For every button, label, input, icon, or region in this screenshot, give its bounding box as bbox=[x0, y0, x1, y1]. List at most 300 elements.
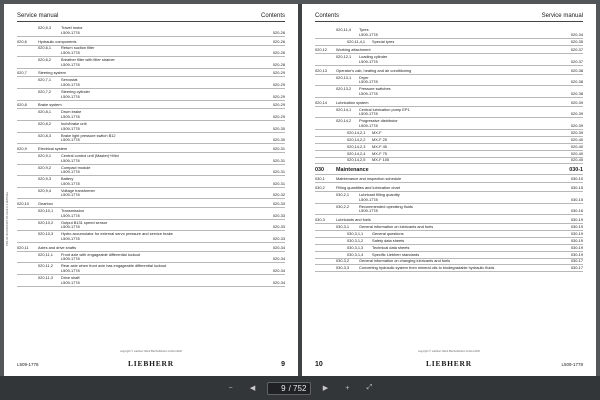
toc-entry[interactable] bbox=[315, 186, 583, 192]
toc-entry-number: 030,3,1,3 bbox=[347, 244, 364, 250]
toc-entry-title bbox=[336, 48, 567, 53]
toc-entry-number: 020,8,3 bbox=[38, 132, 51, 138]
toc-entry[interactable] bbox=[17, 46, 285, 57]
toc-entry-text: Loading cylinder bbox=[359, 54, 388, 60]
toc-entry-number: 030,3,1,1 bbox=[347, 230, 364, 236]
toc-entry-number: 030,3,1 bbox=[336, 223, 349, 229]
toc-entry-model: L509-1778 bbox=[61, 256, 80, 262]
toc-entry[interactable] bbox=[17, 177, 285, 188]
toc-entry-number: 020,14,2,1 bbox=[347, 129, 366, 135]
toc-entry[interactable] bbox=[315, 177, 583, 183]
toc-entry-page: 030-17 bbox=[570, 265, 583, 271]
toc-entry-page: 020-38 bbox=[570, 79, 583, 85]
toc-entry[interactable] bbox=[17, 103, 285, 109]
toc-entry-number: 020,13 bbox=[315, 67, 327, 73]
toc-entry[interactable] bbox=[17, 90, 285, 101]
toc-entry-text: Output B131 speed sensor bbox=[61, 219, 108, 225]
toc-entry-text: MX-F bbox=[372, 129, 382, 135]
fit-page-icon[interactable]: ⤢ bbox=[366, 384, 373, 391]
toc-entry-text: Compact module bbox=[61, 164, 91, 170]
toc-entry-title bbox=[61, 209, 269, 218]
toc-entry-number: 020,13,1 bbox=[336, 74, 352, 80]
toc-entry-title bbox=[61, 90, 269, 99]
toc-entry-text: Dryer bbox=[359, 74, 369, 80]
toc-entry-title bbox=[38, 103, 269, 108]
toc-entry-page: 030-10 bbox=[570, 176, 583, 182]
toc-entry[interactable] bbox=[17, 246, 285, 252]
toc-entry-page: 020-31 bbox=[272, 157, 285, 163]
toc-entry-title bbox=[61, 253, 269, 262]
right-header-title: Service manual bbox=[541, 13, 583, 19]
toc-entry-page: 020-40 bbox=[570, 136, 583, 142]
toc-entry-number: 020,10,3 bbox=[38, 231, 54, 237]
toc-entry-number: 020,7,1 bbox=[38, 77, 51, 83]
right-page-footer bbox=[315, 350, 583, 368]
toc-entry-model: L509-1778 bbox=[359, 90, 378, 96]
left-header-section: Contents bbox=[260, 13, 285, 19]
toc-entry-model: L509-1778 bbox=[61, 180, 80, 186]
toc-entry-page: 020-38 bbox=[570, 67, 583, 73]
right-page-number: 10 bbox=[315, 361, 323, 368]
toc-entry[interactable] bbox=[17, 253, 285, 264]
toc-entry-title bbox=[61, 177, 269, 186]
toc-entry-model: L509-1778 bbox=[61, 169, 80, 175]
toc-entry-text: Pressure switches bbox=[359, 86, 391, 92]
toc-entry-text: Voltage transformer bbox=[61, 187, 95, 193]
toc-entry-page: 030-17 bbox=[570, 258, 583, 264]
toc-entry-number: 030,3,3 bbox=[336, 265, 349, 271]
toc-entry-title bbox=[38, 147, 269, 152]
toc-entry-model: L509-1778 bbox=[359, 58, 378, 64]
toc-entry-page: 020-29 bbox=[272, 70, 285, 76]
toc-entry[interactable] bbox=[315, 239, 583, 245]
toc-entry[interactable] bbox=[17, 189, 285, 200]
toc-entry-text: Converting hydraulic system from mineral oils to biodegradable hydraulic fluids bbox=[359, 265, 495, 271]
toc-entry-number: 020,14,2,2 bbox=[347, 136, 366, 142]
toc-entry-number: 020,9,2 bbox=[38, 164, 51, 170]
current-page-input[interactable] bbox=[272, 384, 286, 393]
toc-entry-title bbox=[372, 253, 567, 258]
toc-entry-text: Safety data sheets bbox=[372, 237, 405, 243]
toc-entry-title bbox=[359, 266, 567, 271]
toc-entry-number: 020,11,4 bbox=[336, 27, 351, 32]
toc-entry-text: Lubricant filling quantity bbox=[359, 191, 400, 197]
toc-entry-page: 020-26 bbox=[272, 29, 285, 35]
toc-entry-page: 020-34 bbox=[272, 267, 285, 273]
toc-entry-number: 020,14,2 bbox=[336, 118, 352, 124]
toc-entry-number: 030 bbox=[315, 167, 324, 174]
toc-entry-page: 030-19 bbox=[570, 244, 583, 250]
toc-entry-page: 020-28 bbox=[272, 61, 285, 67]
toc-entry-model: L509-1778 bbox=[61, 192, 80, 198]
toc-entry-number: 020,14,2,5 bbox=[347, 157, 366, 163]
toc-entry-number: 030,2 bbox=[315, 185, 325, 191]
toc-entry-text: Steering cylinder bbox=[61, 88, 90, 94]
toc-entry[interactable] bbox=[315, 28, 583, 39]
toc-entry-number: 020,13,2 bbox=[336, 86, 352, 92]
toc-entry-text: General questions bbox=[372, 230, 404, 236]
toc-entry-title bbox=[372, 138, 567, 143]
toc-entry[interactable] bbox=[17, 154, 285, 165]
toc-entry-model: L509-1778 bbox=[359, 31, 378, 37]
toc-entry-page: 020-40 bbox=[570, 143, 583, 149]
toc-entry-page: 020-34 bbox=[570, 31, 583, 37]
toc-entry[interactable] bbox=[315, 145, 583, 151]
toc-entry-page: 020-32 bbox=[272, 192, 285, 198]
toc-entry[interactable] bbox=[315, 266, 583, 272]
toc-entry-title bbox=[359, 55, 567, 64]
toc-entry-number: 020,14,2,3 bbox=[347, 143, 366, 149]
toc-entry-number: 020,10,1 bbox=[38, 208, 54, 214]
toc-entry-number: 030,1 bbox=[315, 176, 325, 182]
toc-entry-page: 020-33 bbox=[272, 224, 285, 230]
toc-entry[interactable] bbox=[17, 122, 285, 133]
toc-entry-number: 020,11,3 bbox=[38, 274, 53, 280]
toc-entry-number: 020,5,3 bbox=[38, 25, 51, 30]
toc-entry-text: Lubrication system bbox=[336, 99, 369, 105]
toc-entry-title bbox=[359, 108, 567, 117]
toc-entry[interactable] bbox=[315, 40, 583, 46]
toc-entry[interactable] bbox=[315, 193, 583, 204]
toc-entry-page: 030-1 bbox=[569, 167, 583, 174]
next-page-icon[interactable]: ▶ bbox=[322, 385, 329, 392]
toc-entry-page: 030-19 bbox=[570, 223, 583, 229]
toc-entry-text: Filling quantities and lubrication chart bbox=[336, 185, 401, 191]
toc-entry-title bbox=[61, 166, 269, 175]
toc-entry-text: Recommended operating fluids bbox=[359, 203, 413, 209]
toc-entry-text: MX-F 25 bbox=[372, 136, 387, 142]
toc-entry-title bbox=[61, 58, 269, 67]
toc-entry-text: Hydro accumulator for external servo pressure and service brake bbox=[61, 231, 173, 237]
toc-entry-title bbox=[336, 69, 567, 74]
toc-entry[interactable] bbox=[17, 110, 285, 121]
toc-entry-page: 030-19 bbox=[570, 217, 583, 223]
toc-entry-page: 030-19 bbox=[570, 251, 583, 257]
toc-entry[interactable] bbox=[315, 119, 583, 130]
toc-entry-page: 020-29 bbox=[272, 114, 285, 120]
toc-entry[interactable] bbox=[315, 76, 583, 87]
left-toc bbox=[17, 26, 285, 287]
toc-entry-page: 030-16 bbox=[570, 208, 583, 214]
toc-entry-title bbox=[372, 152, 567, 157]
toc-entry-title bbox=[359, 205, 567, 214]
toc-entry[interactable] bbox=[17, 26, 285, 37]
toc-entry[interactable] bbox=[315, 167, 583, 174]
toc-entry-title bbox=[372, 239, 567, 244]
toc-entry-number: 020,12 bbox=[315, 47, 327, 53]
toc-entry-page: 020-38 bbox=[570, 90, 583, 96]
toc-entry-text: Breather filter with filter strainer bbox=[61, 56, 115, 62]
toc-entry-page: 020-26 bbox=[272, 38, 285, 44]
toc-entry-text: Central lubrication pump EP1 bbox=[359, 106, 410, 112]
toc-entry-model: L509-1778 bbox=[61, 93, 80, 99]
toc-entry-text: Inch/brake unit bbox=[61, 120, 87, 126]
toc-entry-title bbox=[61, 276, 269, 285]
toc-entry-page: 020-40 bbox=[570, 150, 583, 156]
left-page-footer bbox=[17, 350, 285, 368]
right-toc bbox=[315, 28, 583, 273]
toc-entry-model: L509-1778 bbox=[359, 208, 378, 214]
toc-entry-title bbox=[38, 71, 269, 76]
toc-entry-text: Drive shaft bbox=[61, 274, 80, 280]
toc-entry-number: 020,7,2 bbox=[38, 88, 51, 94]
liebherr-logo: LIEBHERR bbox=[426, 359, 472, 368]
toc-entry-text: Maintenance bbox=[336, 167, 369, 174]
toc-entry-page: 020-30 bbox=[272, 137, 285, 143]
toc-entry-text: Working attachment bbox=[336, 47, 371, 53]
toc-entry-text: Maintenance and inspection schedule bbox=[336, 176, 402, 182]
toc-entry-page: 020-31 bbox=[272, 146, 285, 152]
toc-entry-page: 020-39 bbox=[570, 99, 583, 105]
toc-entry-text: Return suction filter bbox=[61, 45, 95, 51]
right-page bbox=[302, 4, 596, 376]
toc-entry-page: 020-33 bbox=[272, 236, 285, 241]
left-page-header bbox=[17, 13, 285, 22]
toc-entry-model: L509-1778 bbox=[359, 122, 378, 128]
toc-entry-text: General information on lubricants and fuels bbox=[359, 223, 434, 229]
toc-entry-title bbox=[61, 46, 269, 55]
toc-entry-title bbox=[359, 259, 567, 264]
toc-entry-text: Drum brake bbox=[61, 109, 82, 115]
toc-entry-title bbox=[336, 101, 567, 106]
toc-entry-title bbox=[359, 193, 567, 202]
toc-entry-page: 020-35 bbox=[570, 38, 583, 44]
left-page-number: 9 bbox=[281, 361, 285, 368]
liebherr-logo: LIEBHERR bbox=[128, 359, 174, 368]
toc-entry-text: Brake light pressure switch B12 bbox=[61, 132, 116, 138]
toc-entry-number: 020,14,1 bbox=[336, 106, 352, 112]
toc-entry-page: 020-39 bbox=[570, 111, 583, 117]
toc-entry-page: 020-26 bbox=[272, 50, 285, 56]
toc-entry-number: 020,14,2,4 bbox=[347, 150, 366, 156]
toc-entry[interactable] bbox=[315, 232, 583, 238]
toc-entry-text: Electrical system bbox=[38, 146, 68, 152]
toc-entry-text: Brake system bbox=[38, 102, 62, 108]
toc-entry-title bbox=[61, 232, 269, 241]
toc-entry-model: L509-1778 bbox=[61, 236, 80, 241]
toc-entry-text: MX-F 105 bbox=[372, 157, 390, 163]
toc-entry-title bbox=[61, 189, 269, 198]
toc-entry-title bbox=[372, 131, 567, 136]
toc-entry[interactable] bbox=[315, 87, 583, 98]
toc-entry-number: 020,6,2 bbox=[38, 56, 51, 62]
toc-entry-title bbox=[372, 246, 567, 251]
toc-entry-number: 020,12,1 bbox=[336, 54, 352, 60]
toc-entry[interactable] bbox=[17, 78, 285, 89]
toc-entry-page: 030-15 bbox=[570, 185, 583, 191]
toc-entry-number: 020,8 bbox=[17, 102, 27, 108]
toc-entry-text: Hydraulic components bbox=[38, 38, 77, 44]
left-copyright: copyright © Liebherr-Werk Bischofshofen GmbH 2020 bbox=[120, 350, 182, 353]
toc-entry-page: 020-29 bbox=[272, 93, 285, 99]
left-header-title: Service manual bbox=[17, 13, 59, 19]
toc-entry-model: L509-1778 bbox=[61, 157, 80, 163]
toc-entry[interactable] bbox=[315, 246, 583, 252]
toc-entry-text: MX-F 45 bbox=[372, 143, 387, 149]
toc-entry-title bbox=[372, 145, 567, 150]
toc-entry-number: 020,9,1 bbox=[38, 152, 51, 158]
toc-entry-title bbox=[38, 246, 269, 251]
toc-entry-page: 020-33 bbox=[272, 212, 285, 218]
toc-entry-number: 020,9,4 bbox=[38, 187, 51, 193]
toc-entry-text: Progressive distributor bbox=[359, 118, 398, 124]
toc-entry-number: 020,11,2 bbox=[38, 263, 53, 269]
toc-entry-number: 020,11,4,1 bbox=[347, 38, 366, 44]
toc-entry-model: L509-1778 bbox=[61, 125, 80, 131]
toc-entry[interactable] bbox=[315, 69, 583, 75]
toc-entry-title bbox=[336, 177, 567, 182]
toc-entry[interactable] bbox=[315, 101, 583, 107]
toc-entry[interactable] bbox=[315, 108, 583, 119]
toc-entry-number: 020,11,1 bbox=[38, 251, 53, 257]
toc-entry[interactable] bbox=[315, 205, 583, 216]
toc-entry-page: 030-15 bbox=[570, 196, 583, 202]
toc-entry-text: Axles and drive shafts bbox=[38, 244, 77, 250]
left-vertical-id: PDF ID:ID-00000187-05-0123-0.1.0b8734a bbox=[5, 192, 9, 246]
toc-entry-number: 030,2,1 bbox=[336, 191, 349, 197]
total-pages: / 752 bbox=[288, 383, 307, 393]
toc-entry[interactable] bbox=[315, 138, 583, 144]
toc-entry-title bbox=[372, 232, 567, 237]
left-doc-code: L509-1778 bbox=[17, 362, 39, 367]
toc-entry-number: 030,3,1,4 bbox=[347, 251, 364, 257]
toc-entry-model: L509-1778 bbox=[61, 82, 80, 88]
pdf-viewer-toolbar bbox=[0, 376, 600, 400]
toc-entry[interactable] bbox=[17, 134, 285, 145]
toc-entry-text: Steering system bbox=[38, 70, 66, 76]
toc-entry-number: 020,6 bbox=[17, 38, 27, 44]
toc-entry-page: 020-33 bbox=[272, 201, 285, 207]
toc-entry[interactable] bbox=[315, 48, 583, 54]
toc-entry-text: Operator's cab, heating and air conditioning bbox=[336, 67, 412, 73]
toc-entry[interactable] bbox=[315, 55, 583, 66]
toc-entry-title bbox=[359, 28, 567, 37]
zoom-in-icon[interactable]: + bbox=[345, 384, 350, 392]
toc-entry-title bbox=[61, 122, 269, 131]
toc-entry-title bbox=[61, 154, 269, 163]
toc-entry-text: Rear axle when front axle has engageable differential lockout bbox=[61, 263, 167, 269]
toc-entry-text: Lubricants and fuels bbox=[336, 217, 371, 223]
toc-entry[interactable] bbox=[17, 264, 285, 275]
toc-entry-page: 020-31 bbox=[272, 180, 285, 186]
toc-entry-title bbox=[359, 225, 567, 230]
toc-entry-model: L509-1778 bbox=[61, 279, 80, 285]
toc-entry-number: 020,6,1 bbox=[38, 45, 51, 51]
toc-entry-title bbox=[336, 167, 565, 173]
toc-entry-number: 030,3 bbox=[315, 217, 325, 223]
toc-entry[interactable] bbox=[17, 209, 285, 220]
toc-entry-model: L509-1778 bbox=[359, 111, 378, 117]
toc-entry-title bbox=[61, 110, 269, 119]
toc-entry-model: L509-1778 bbox=[61, 50, 80, 56]
toc-entry[interactable] bbox=[315, 218, 583, 224]
toc-entry[interactable] bbox=[17, 58, 285, 69]
toc-entry[interactable] bbox=[315, 131, 583, 137]
toc-entry-text: Battery bbox=[61, 176, 74, 182]
toc-entry[interactable] bbox=[17, 166, 285, 177]
toc-entry-title bbox=[359, 119, 567, 128]
toc-entry-model: L509-1778 bbox=[359, 196, 378, 202]
toc-entry[interactable] bbox=[17, 40, 285, 46]
toc-entry-text: Central control unit (Master)+Mini bbox=[61, 152, 119, 158]
page-navigator bbox=[267, 382, 312, 395]
toc-entry-page: 020-34 bbox=[272, 279, 285, 285]
toc-entry-text: Tyres bbox=[359, 27, 369, 32]
left-page bbox=[4, 4, 298, 376]
toc-entry-page: 020-30 bbox=[272, 125, 285, 131]
toc-entry[interactable] bbox=[17, 221, 285, 232]
zoom-out-icon[interactable]: − bbox=[228, 384, 233, 392]
toc-entry[interactable] bbox=[17, 232, 285, 243]
toc-entry[interactable] bbox=[315, 158, 583, 164]
toc-entry-number: 020,8,2 bbox=[38, 120, 51, 126]
toc-entry-text: Special tyres bbox=[372, 38, 395, 44]
toc-entry-model: L509-1778 bbox=[359, 79, 378, 85]
toc-entry-number: 020,9,3 bbox=[38, 176, 51, 182]
toc-entry-number: 020,7 bbox=[17, 70, 27, 76]
toc-entry-page: 020-31 bbox=[272, 169, 285, 175]
toc-entry-model: L509-1778 bbox=[61, 114, 80, 120]
toc-entry-page: 030-19 bbox=[570, 230, 583, 236]
toc-entry-page: 020-34 bbox=[272, 256, 285, 262]
toc-entry-text: Transmission bbox=[61, 208, 84, 214]
toc-entry-title bbox=[61, 26, 269, 35]
toc-entry-title bbox=[336, 218, 567, 223]
toc-entry-title bbox=[61, 134, 269, 143]
toc-entry-page: 020-40 bbox=[570, 157, 583, 163]
toc-entry[interactable] bbox=[17, 276, 285, 287]
toc-entry[interactable] bbox=[17, 147, 285, 153]
toc-entry-title bbox=[359, 87, 567, 96]
toc-entry[interactable] bbox=[17, 71, 285, 77]
toc-entry-number: 020,10,2 bbox=[38, 219, 54, 225]
toc-entry-title bbox=[61, 264, 269, 273]
toc-entry-model: L509-1778 bbox=[61, 267, 80, 273]
toc-entry-page: 020-29 bbox=[272, 102, 285, 108]
toc-entry-page: 020-37 bbox=[570, 58, 583, 64]
toc-entry-page: 020-39 bbox=[570, 122, 583, 128]
right-page-header bbox=[315, 13, 583, 22]
right-header-section: Contents bbox=[315, 13, 340, 19]
prev-page-icon[interactable]: ◀ bbox=[249, 385, 256, 392]
toc-entry-number: 020,11 bbox=[17, 244, 29, 250]
toc-entry-text: Technical data sheets bbox=[372, 244, 410, 250]
toc-entry-text: Gearbox bbox=[38, 201, 53, 207]
toc-entry-title bbox=[38, 40, 269, 45]
toc-entry-title bbox=[359, 76, 567, 85]
toc-entry-page: 020-29 bbox=[272, 82, 285, 88]
toc-entry-number: 020,10 bbox=[17, 201, 29, 207]
toc-entry-text: Travel motor bbox=[61, 25, 83, 30]
toc-entry-model: L509-1778 bbox=[61, 224, 80, 230]
toc-entry-number: 020,14 bbox=[315, 99, 327, 105]
toc-entry-number: 030,3,2 bbox=[336, 258, 349, 264]
toc-entry-title bbox=[38, 202, 269, 207]
toc-entry-text: Front axle with engageable differential lockout bbox=[61, 251, 141, 257]
toc-entry[interactable] bbox=[17, 202, 285, 208]
toc-entry-page: 020-34 bbox=[272, 244, 285, 250]
toc-entry-title bbox=[372, 158, 567, 163]
toc-entry-number: 030,3,1,2 bbox=[347, 237, 364, 243]
toc-entry-title bbox=[372, 40, 567, 45]
toc-entry-title bbox=[61, 78, 269, 87]
toc-entry-number: 020,8,1 bbox=[38, 109, 51, 115]
toc-entry-model: L509-1778 bbox=[61, 61, 80, 67]
toc-entry-page: 020-37 bbox=[570, 47, 583, 53]
toc-entry-model: L509-1778 bbox=[61, 137, 80, 143]
toc-entry-text: Servostat bbox=[61, 77, 78, 83]
right-copyright: copyright © Liebherr-Werk Bischofshofen GmbH 2020 bbox=[418, 350, 480, 353]
